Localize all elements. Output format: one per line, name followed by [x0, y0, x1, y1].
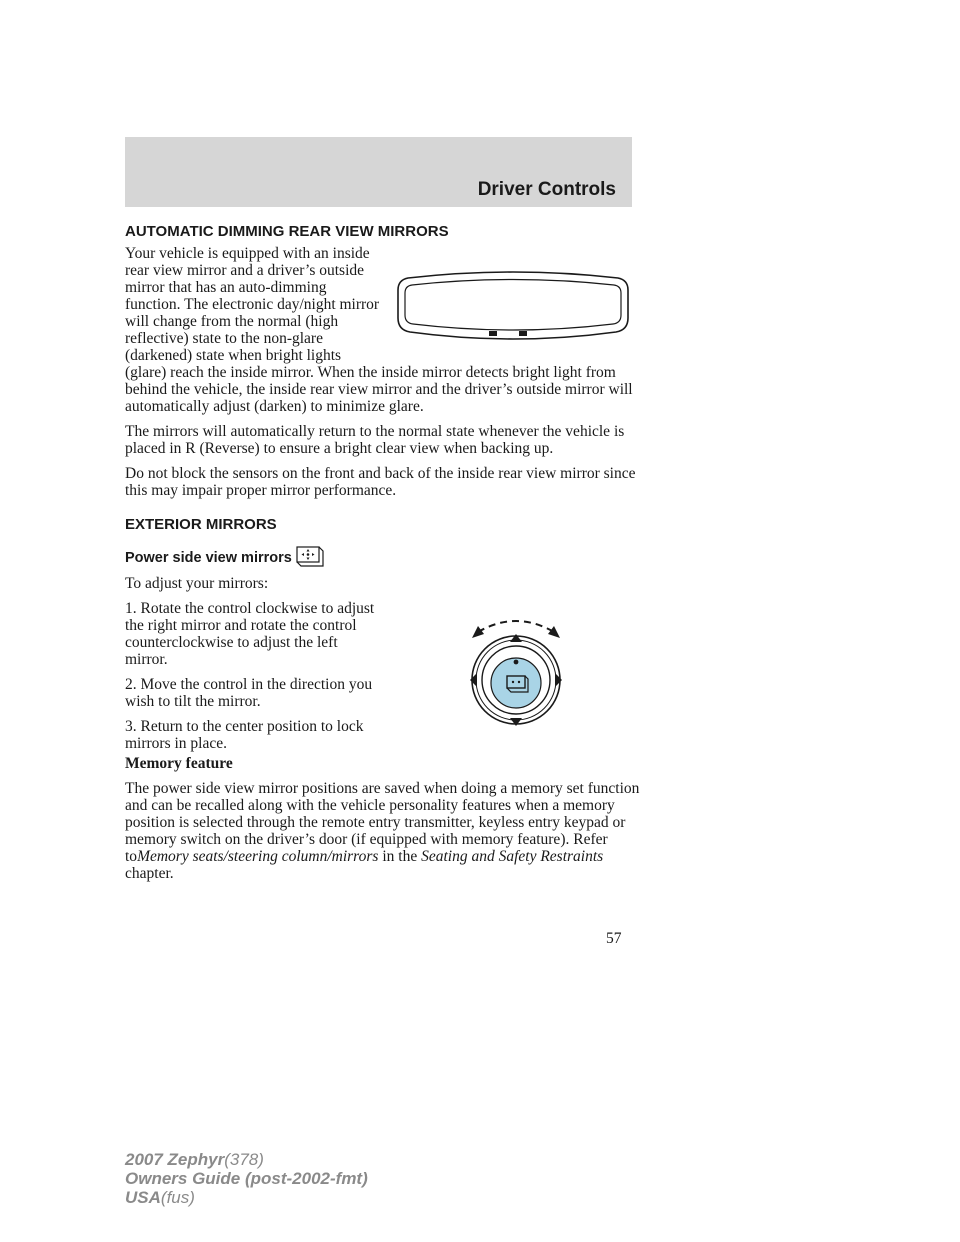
footer-model: 2007 Zephyr	[125, 1150, 225, 1169]
footer-guide: Owners Guide (post-2002-fmt)	[125, 1169, 368, 1188]
memory-end: chapter.	[125, 865, 174, 882]
footer-market: USA	[125, 1188, 161, 1207]
mirror-control-icon	[295, 545, 325, 567]
memory-ref-link-2: Seating and Safety Restraints	[421, 848, 604, 865]
rear-view-mirror-illustration	[394, 268, 632, 346]
heading-memory-feature: Memory feature	[125, 755, 233, 772]
footer-model-code: (378)	[224, 1150, 264, 1169]
memory-mid: in the	[378, 848, 422, 865]
footer-line-2	[125, 1169, 368, 1188]
memory-ref-link-1: Memory seats/steering column/mirrors	[137, 848, 379, 865]
footer	[125, 1150, 368, 1207]
footer-market-code: (fus)	[160, 1188, 195, 1207]
paragraph-memory-feature	[125, 780, 645, 882]
footer-line-1	[125, 1150, 368, 1169]
step-2: 2. Move the control in the direction you wish to tilt the mirror.	[125, 676, 373, 710]
memory-text: The power side view mirror positions are saved when doing a memory set function and can be recalled along with the vehicle personality features when a memory position is selected through the remote entry transmitter, keyless entry keypad or memory switch on the driver’s door (if equipped with memory feature). Refer to	[125, 780, 640, 865]
step-3: 3. Return to the center position to lock mirrors in place.	[125, 718, 364, 752]
paragraph-adjust-intro: To adjust your mirrors:	[125, 575, 269, 592]
page-section-title: Driver Controls	[477, 179, 616, 200]
subheading-text: Power side view mirrors	[125, 550, 292, 566]
step-1: 1. Rotate the control clockwise to adjust the right mirror and rotate the control counterclockwise to adjust the left mirror.	[125, 600, 375, 668]
paragraph-sensors: Do not block the sensors on the front and back of the inside rear view mirror since this may impair proper mirror performance.	[125, 465, 636, 499]
paragraph-auto-dimming-intro: Your vehicle is equipped with an inside rear view mirror and a driver’s outside mirror that has an auto-dimming function. The electronic day/night mirror will change from the normal (high reflective) state to the non-glare (darkened) state when bright lights	[125, 245, 380, 364]
heading-exterior-mirrors: EXTERIOR MIRRORS	[125, 516, 277, 533]
page-number: 57	[606, 930, 622, 947]
paragraph-auto-dimming-cont: (glare) reach the inside mirror. When the inside mirror detects bright light from behind the vehicle, the inside rear view mirror and the driver’s outside mirror will automatically adjust (darken) to minimize glare.	[125, 364, 633, 415]
heading-auto-dimming: AUTOMATIC DIMMING REAR VIEW MIRRORS	[125, 223, 449, 240]
footer-line-3	[125, 1188, 368, 1207]
heading-power-side-mirrors	[125, 545, 645, 567]
header-bar	[125, 137, 632, 207]
paragraph-reverse: The mirrors will automatically return to the normal state whenever the vehicle is placed in R (Reverse) to ensure a bright clear view when backing up.	[125, 423, 625, 457]
mirror-control-illustration	[464, 612, 568, 730]
